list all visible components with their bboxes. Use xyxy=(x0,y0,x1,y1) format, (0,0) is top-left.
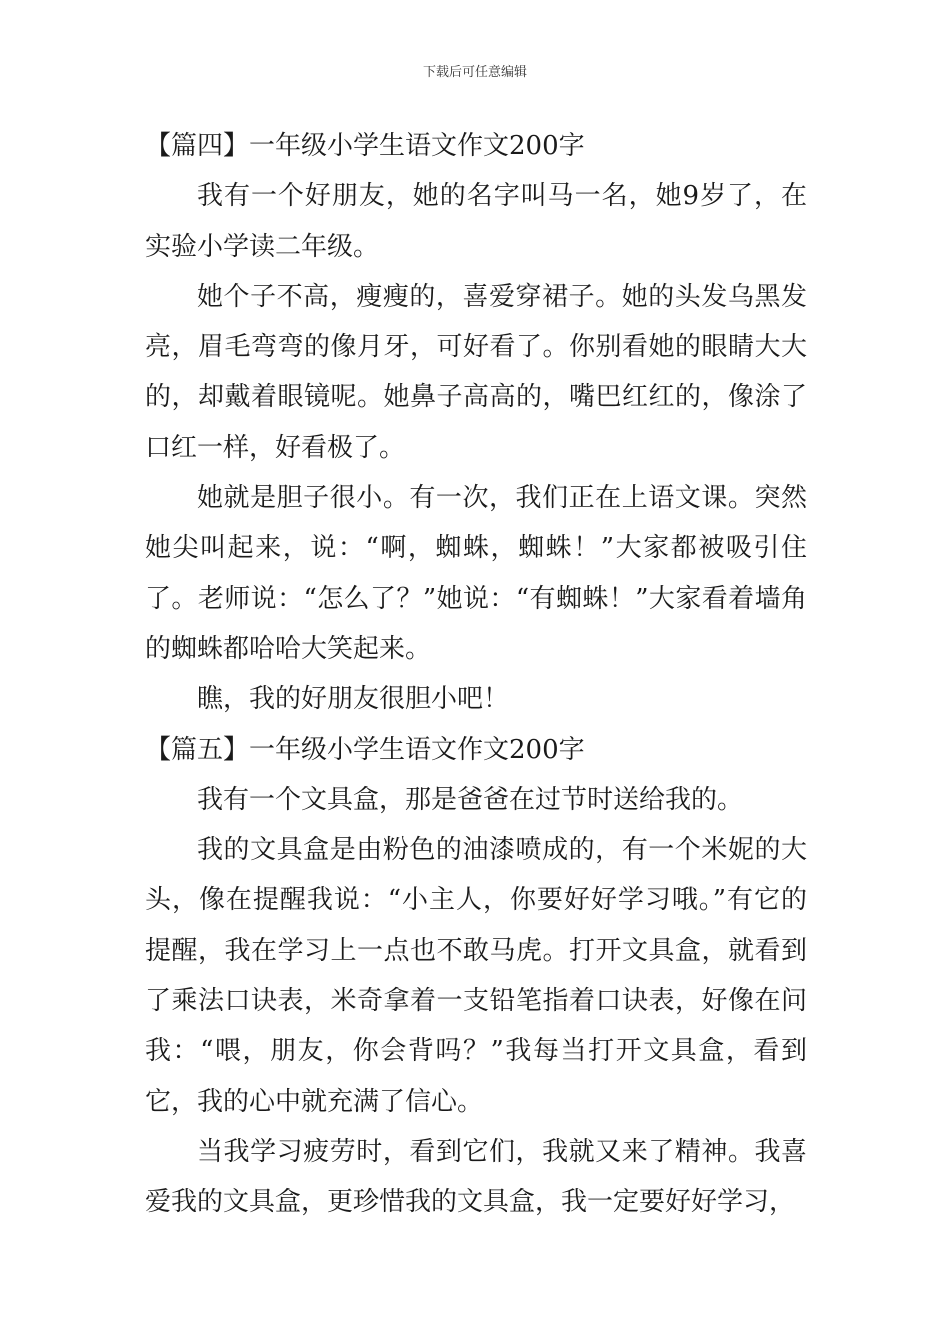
paragraph: 我的文具盒是由粉色的油漆喷成的，有一个米妮的大头，像在提醒我说：“小主人，你要好好学习哦。”有它的提醒，我在学习上一点也不敢马虎。打开文具盒，就看到了乘法口诀表，米奇拿着一支铅笔指着口诀表，好像在问我：“喂，朋友，你会背吗？”我每当打开文具盒，看到它，我的心中就充满了信心。 xyxy=(145,835,807,1117)
paragraph: 我有一个文具盒，那是爸爸在过节时送给我的。 xyxy=(197,784,744,815)
page-header-note: 下载后可任意编辑 xyxy=(422,65,527,80)
paragraph: 当我学习疲劳时，看到它们，我就又来了精神。我喜爱我的文具盒，更珍惜我的文具盒，我一定要好好学习， xyxy=(145,1136,807,1218)
section-title: 【篇五】一年级小学生语文作文200字 xyxy=(145,734,585,765)
paragraph: 瞧，我的好朋友很胆小吧！ xyxy=(197,684,510,715)
section-title: 【篇四】一年级小学生语文作文200字 xyxy=(145,131,585,161)
document-body xyxy=(145,121,807,1228)
paragraph: 我有一个好朋友，她的名字叫马一名，她9岁了，在实验小学读二年级。 xyxy=(145,181,807,262)
paragraph: 她个子不高，瘦瘦的，喜爱穿裙子。她的头发乌黑发亮，眉毛弯弯的像月牙，可好看了。你别看她的眼睛大大的，却戴着眼镜呢。她鼻子高高的，嘴巴红红的，像涂了口红一样，好看极了。 xyxy=(145,281,807,463)
paragraph: 她就是胆子很小。有一次，我们正在上语文课。突然她尖叫起来，说：“啊，蜘蛛，蜘蛛！”大家都被吸引住了。老师说：“怎么了？”她说：“有蜘蛛！”大家看着墙角的蜘蛛都哈哈大笑起来。 xyxy=(145,483,807,664)
